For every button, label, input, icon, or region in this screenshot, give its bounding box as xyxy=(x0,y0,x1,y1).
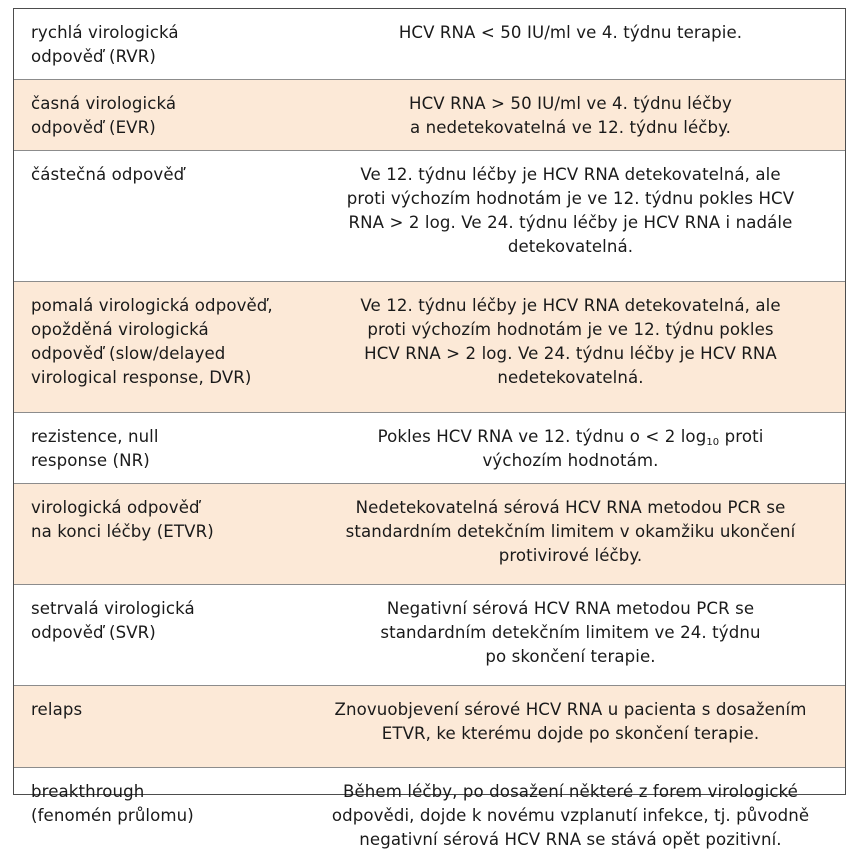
term-cell xyxy=(14,484,310,585)
table-row-breakthrough xyxy=(14,768,845,852)
table-row-etvr xyxy=(14,484,845,585)
definition-line: standardním detekčním limitem v okamžiku ukončení xyxy=(314,520,827,544)
definition-text: proti xyxy=(719,427,763,446)
term-line: odpověď (SVR) xyxy=(31,621,304,645)
definition-line: Ve 12. týdnu léčby je HCV RNA detekovatelná, ale xyxy=(314,163,827,187)
term-line: virologická odpověď xyxy=(31,496,304,520)
definition-line: HCV RNA > 50 IU/ml ve 4. týdnu léčby xyxy=(314,92,827,116)
term-line: odpověď (RVR) xyxy=(31,45,304,69)
definition-line: Ve 12. týdnu léčby je HCV RNA detekovatelná, ale xyxy=(314,294,827,318)
term-cell xyxy=(14,80,310,151)
definition-line: a nedetekovatelná ve 12. týdnu léčby. xyxy=(314,116,827,140)
definition-line xyxy=(314,425,827,449)
definition-line: negativní sérová HCV RNA se stává opět pozitivní. xyxy=(314,828,827,852)
definition-line: Nedetekovatelná sérová HCV RNA metodou PCR se xyxy=(314,496,827,520)
term-line: response (NR) xyxy=(31,449,304,473)
definition-line: proti výchozím hodnotám je ve 12. týdnu pokles HCV xyxy=(314,187,827,211)
definition-cell xyxy=(310,282,845,413)
table-row-null-response xyxy=(14,413,845,484)
virological-response-definitions-table xyxy=(14,9,845,852)
definition-cell xyxy=(310,9,845,80)
definition-line: Během léčby, po dosažení některé z forem virologické xyxy=(314,780,827,804)
term-cell xyxy=(14,282,310,413)
term-line: odpověď (EVR) xyxy=(31,116,304,140)
term-line: relaps xyxy=(31,698,304,722)
definition-line: výchozím hodnotám. xyxy=(314,449,827,473)
term-line: pomalá virologická odpověď, xyxy=(31,294,304,318)
term-line: rychlá virologická xyxy=(31,21,304,45)
definition-line: protivirové léčby. xyxy=(314,544,827,568)
definition-line: HCV RNA < 50 IU/ml ve 4. týdnu terapie. xyxy=(314,21,827,45)
definition-line: Negativní sérová HCV RNA metodou PCR se xyxy=(314,597,827,621)
table-row-partial-response xyxy=(14,151,845,282)
definition-line: odpovědi, dojde k novému vzplanutí infekce, tj. původně xyxy=(314,804,827,828)
definition-line: nedetekovatelná. xyxy=(314,366,827,390)
term-cell xyxy=(14,413,310,484)
definition-line: Znovuobjevení sérové HCV RNA u pacienta s dosažením xyxy=(314,698,827,722)
definition-cell xyxy=(310,686,845,768)
table-row-rvr xyxy=(14,9,845,80)
term-cell xyxy=(14,151,310,282)
term-line: (fenomén průlomu) xyxy=(31,804,304,828)
definition-line: ETVR, ke kterému dojde po skončení terapie. xyxy=(314,722,827,746)
definition-line: RNA > 2 log. Ve 24. týdnu léčby je HCV RNA i nadále xyxy=(314,211,827,235)
definition-line: standardním detekčním limitem ve 24. týdnu xyxy=(314,621,827,645)
definition-line: HCV RNA > 2 log. Ve 24. týdnu léčby je HCV RNA xyxy=(314,342,827,366)
term-line: setrvalá virologická xyxy=(31,597,304,621)
term-line: odpověď (slow/delayed xyxy=(31,342,304,366)
definition-cell xyxy=(310,151,845,282)
table-row-relapse xyxy=(14,686,845,768)
definition-line: po skončení terapie. xyxy=(314,645,827,669)
definitions-table-frame xyxy=(13,8,846,795)
table-row-dvr xyxy=(14,282,845,413)
term-cell xyxy=(14,768,310,852)
term-cell xyxy=(14,686,310,768)
log-base-subscript: 10 xyxy=(706,437,719,448)
term-line: na konci léčby (ETVR) xyxy=(31,520,304,544)
term-cell xyxy=(14,9,310,80)
definition-cell xyxy=(310,484,845,585)
table-row-svr xyxy=(14,585,845,686)
definition-cell xyxy=(310,413,845,484)
term-line: opožděná virologická xyxy=(31,318,304,342)
definition-cell xyxy=(310,80,845,151)
definition-cell xyxy=(310,585,845,686)
term-line: virological response, DVR) xyxy=(31,366,304,390)
definition-line: detekovatelná. xyxy=(314,235,827,259)
term-line: časná virologická xyxy=(31,92,304,116)
term-cell xyxy=(14,585,310,686)
term-line: rezistence, null xyxy=(31,425,304,449)
definition-text: Pokles HCV RNA ve 12. týdnu o < 2 log xyxy=(378,427,707,446)
table-row-evr xyxy=(14,80,845,151)
term-line: částečná odpověď xyxy=(31,163,304,187)
definition-cell xyxy=(310,768,845,852)
term-line: breakthrough xyxy=(31,780,304,804)
definition-line: proti výchozím hodnotám je ve 12. týdnu pokles xyxy=(314,318,827,342)
